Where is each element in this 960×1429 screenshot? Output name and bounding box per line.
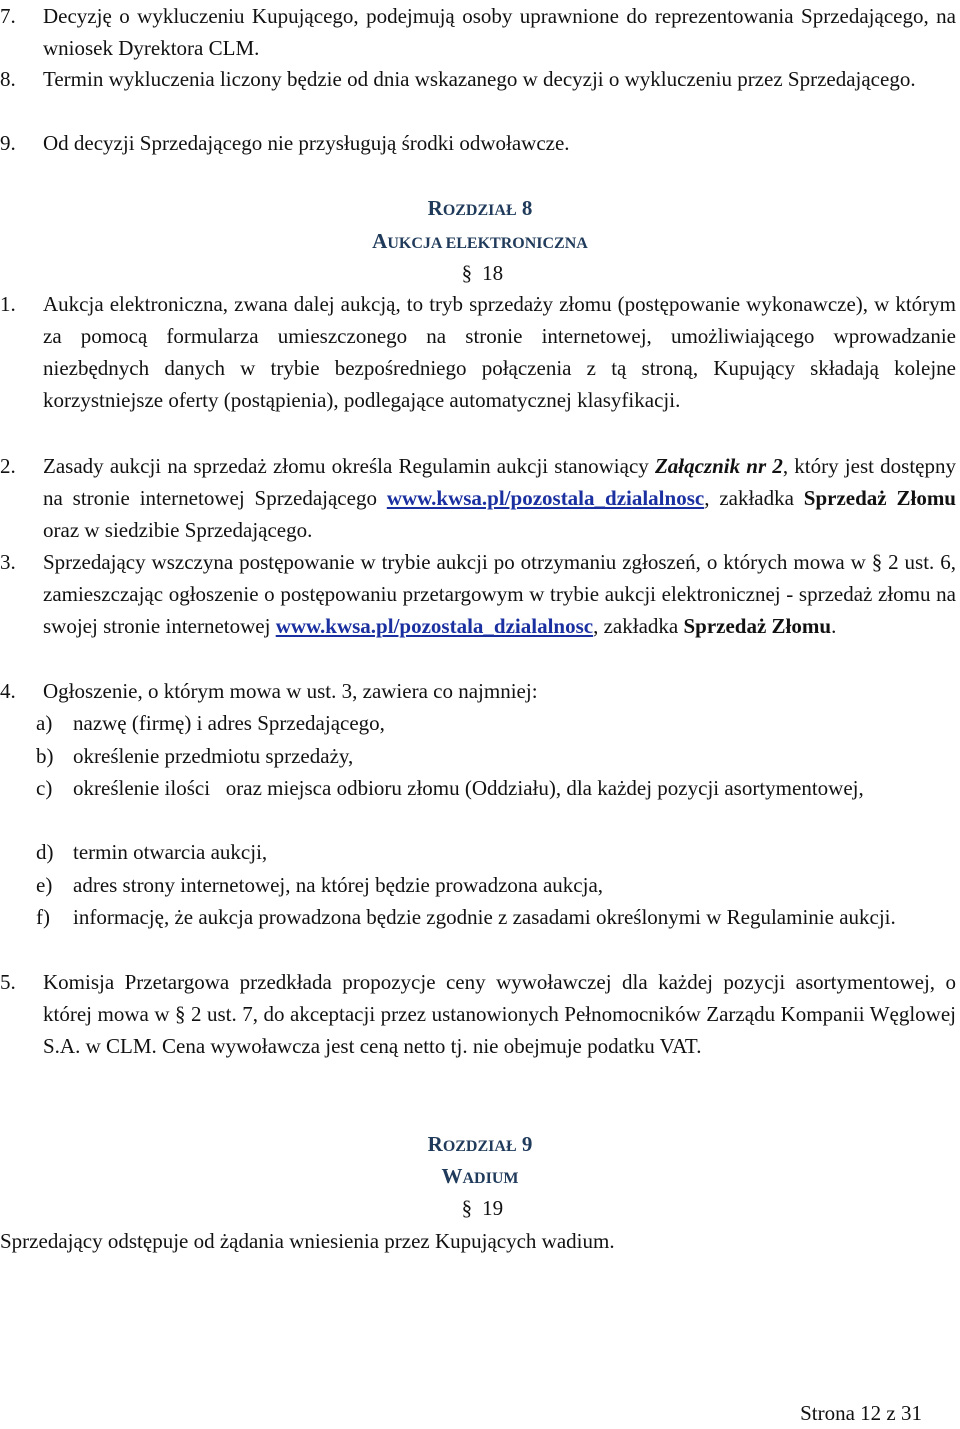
wadium-text: Sprzedający odstępuje od żądania wniesienia przez Kupujących wadium. — [0, 1229, 615, 1253]
item-text: Decyzję o wykluczeniu Kupującego, podejmują osoby uprawnione do reprezentowania Sprzedającego, na wniosek Dyrektora CLM. — [43, 4, 956, 60]
section-symbol: § — [461, 1196, 473, 1220]
item-text: Zasady aukcji na sprzedaż złomu określa Regulamin aukcji stanowiący Załącznik nr 2, który jest dostępny na stronie internetowej Sprzedającego www.kwsa.pl/pozostala_dzialalnosc, zakładka Sprzedaż Złomu oraz w siedzibie Sprzedającego. — [43, 454, 956, 542]
list-item-4 — [0, 675, 956, 707]
list-item-1 — [0, 288, 956, 416]
page-number: Strona 12 z 31 — [800, 1401, 922, 1425]
list-item-7 — [0, 0, 956, 64]
item-number: 2. — [0, 454, 16, 478]
sub-item-label: c) — [36, 776, 53, 800]
item-text: Komisja Przetargowa przedkłada propozycje ceny wywoławczej dla każdej pozycji asortymentowej, o której mowa w § 2 ust. 7, do akceptacji przez ustanowionych Pełnomocników Zarządu Kompanii Węglowej S.A. w CLM. Cena wywoławcza jest ceną netto tj. nie obejmuje podatku VAT. — [43, 970, 956, 1058]
sub-item-f — [0, 901, 956, 933]
sub-item-text: adres strony internetowej, na której będzie prowadzona aukcja, — [73, 873, 604, 897]
sub-item-text: termin otwarcia aukcji, — [73, 840, 268, 864]
tab-name: Sprzedaż Złomu — [803, 486, 956, 510]
item-text: Termin wykluczenia liczony będzie od dnia wskazanego w decyzji o wykluczeniu przez Sprzedającego. — [43, 67, 916, 91]
item-number: 3. — [0, 550, 16, 574]
list-item-5 — [0, 966, 956, 1062]
sub-item-c — [0, 772, 956, 804]
sub-item-label: d) — [36, 840, 54, 864]
sub-item-text: informację, że aukcja prowadzona będzie zgodnie z zasadami określonymi w Regulaminie aukcji. — [73, 905, 896, 929]
sub-item-a — [0, 707, 956, 739]
item-number: 9. — [0, 131, 16, 155]
list-item-2 — [0, 450, 956, 546]
sub-item-label: f) — [36, 905, 50, 929]
section-19-heading: § 19 — [0, 1192, 960, 1224]
tab-name: Sprzedaż Złomu — [683, 614, 832, 638]
section-symbol: § — [461, 261, 473, 285]
section-18-heading: § 18 — [0, 257, 960, 289]
item-text: Aukcja elektroniczna, zwana dalej aukcją, to tryb sprzedaży złomu (postępowanie wykonawcze), w którym za pomocą formularza umieszczonego na stronie internetowej, umożliwiającego wprowadzanie niezbędnych danych w trybie bezpośredniego połączenia z tą stroną, Kupujący składają kolejne korzystniejsze oferty (postąpienia), podlegające automatycznej klasyfikacji. — [43, 292, 956, 412]
chapter-9-title: ROZDZIAŁ 9 — [427, 1132, 533, 1156]
item-number: 5. — [0, 970, 16, 994]
sub-item-text: określenie przedmiotu sprzedaży, — [73, 744, 354, 768]
item-number: 1. — [0, 292, 16, 316]
sub-item-e — [0, 869, 956, 901]
attachment-ref: Załącznik nr 2 — [654, 454, 783, 478]
sub-item-label: e) — [36, 873, 53, 897]
chapter-8-subtitle: AUKCJA ELEKTRONICZNA — [372, 229, 588, 253]
sub-item-label: b) — [36, 744, 54, 768]
website-link[interactable]: www.kwsa.pl/pozostala_dzialalnosc — [386, 486, 705, 510]
item-number: 8. — [0, 67, 16, 91]
item-number: 4. — [0, 679, 16, 703]
sub-item-label: a) — [36, 711, 53, 735]
list-item-3 — [0, 546, 956, 642]
sub-item-b — [0, 740, 956, 772]
item-number: 7. — [0, 4, 16, 28]
chapter-8-title: ROZDZIAŁ 8 — [427, 196, 533, 220]
sub-item-text: określenie ilości oraz miejsca odbioru złomu (Oddziału), dla każdej pozycji asortymentowej, — [73, 776, 864, 800]
sub-item-d — [0, 836, 956, 868]
sub-item-text: nazwę (firmę) i adres Sprzedającego, — [73, 711, 385, 735]
website-link[interactable]: www.kwsa.pl/pozostala_dzialalnosc — [275, 614, 594, 638]
list-item-9 — [0, 127, 956, 159]
item-text: Od decyzji Sprzedającego nie przysługują środki odwoławcze. — [43, 131, 570, 155]
chapter-9-subtitle: WADIUM — [441, 1164, 519, 1188]
list-item-8 — [0, 63, 956, 95]
item-text: Ogłoszenie, o którym mowa w ust. 3, zawiera co najmniej: — [43, 679, 538, 703]
item-text: Sprzedający wszczyna postępowanie w trybie aukcji po otrzymaniu zgłoszeń, o których mowa w § 2 ust. 6, zamieszczając ogłoszenie o postępowaniu przetargowym w trybie aukcji elektronicznej - sprzedaż złomu na swojej stronie internetowej www.kwsa.pl/pozostala_dzialalnosc, zakładka Sprzedaż Złomu. — [43, 550, 956, 638]
